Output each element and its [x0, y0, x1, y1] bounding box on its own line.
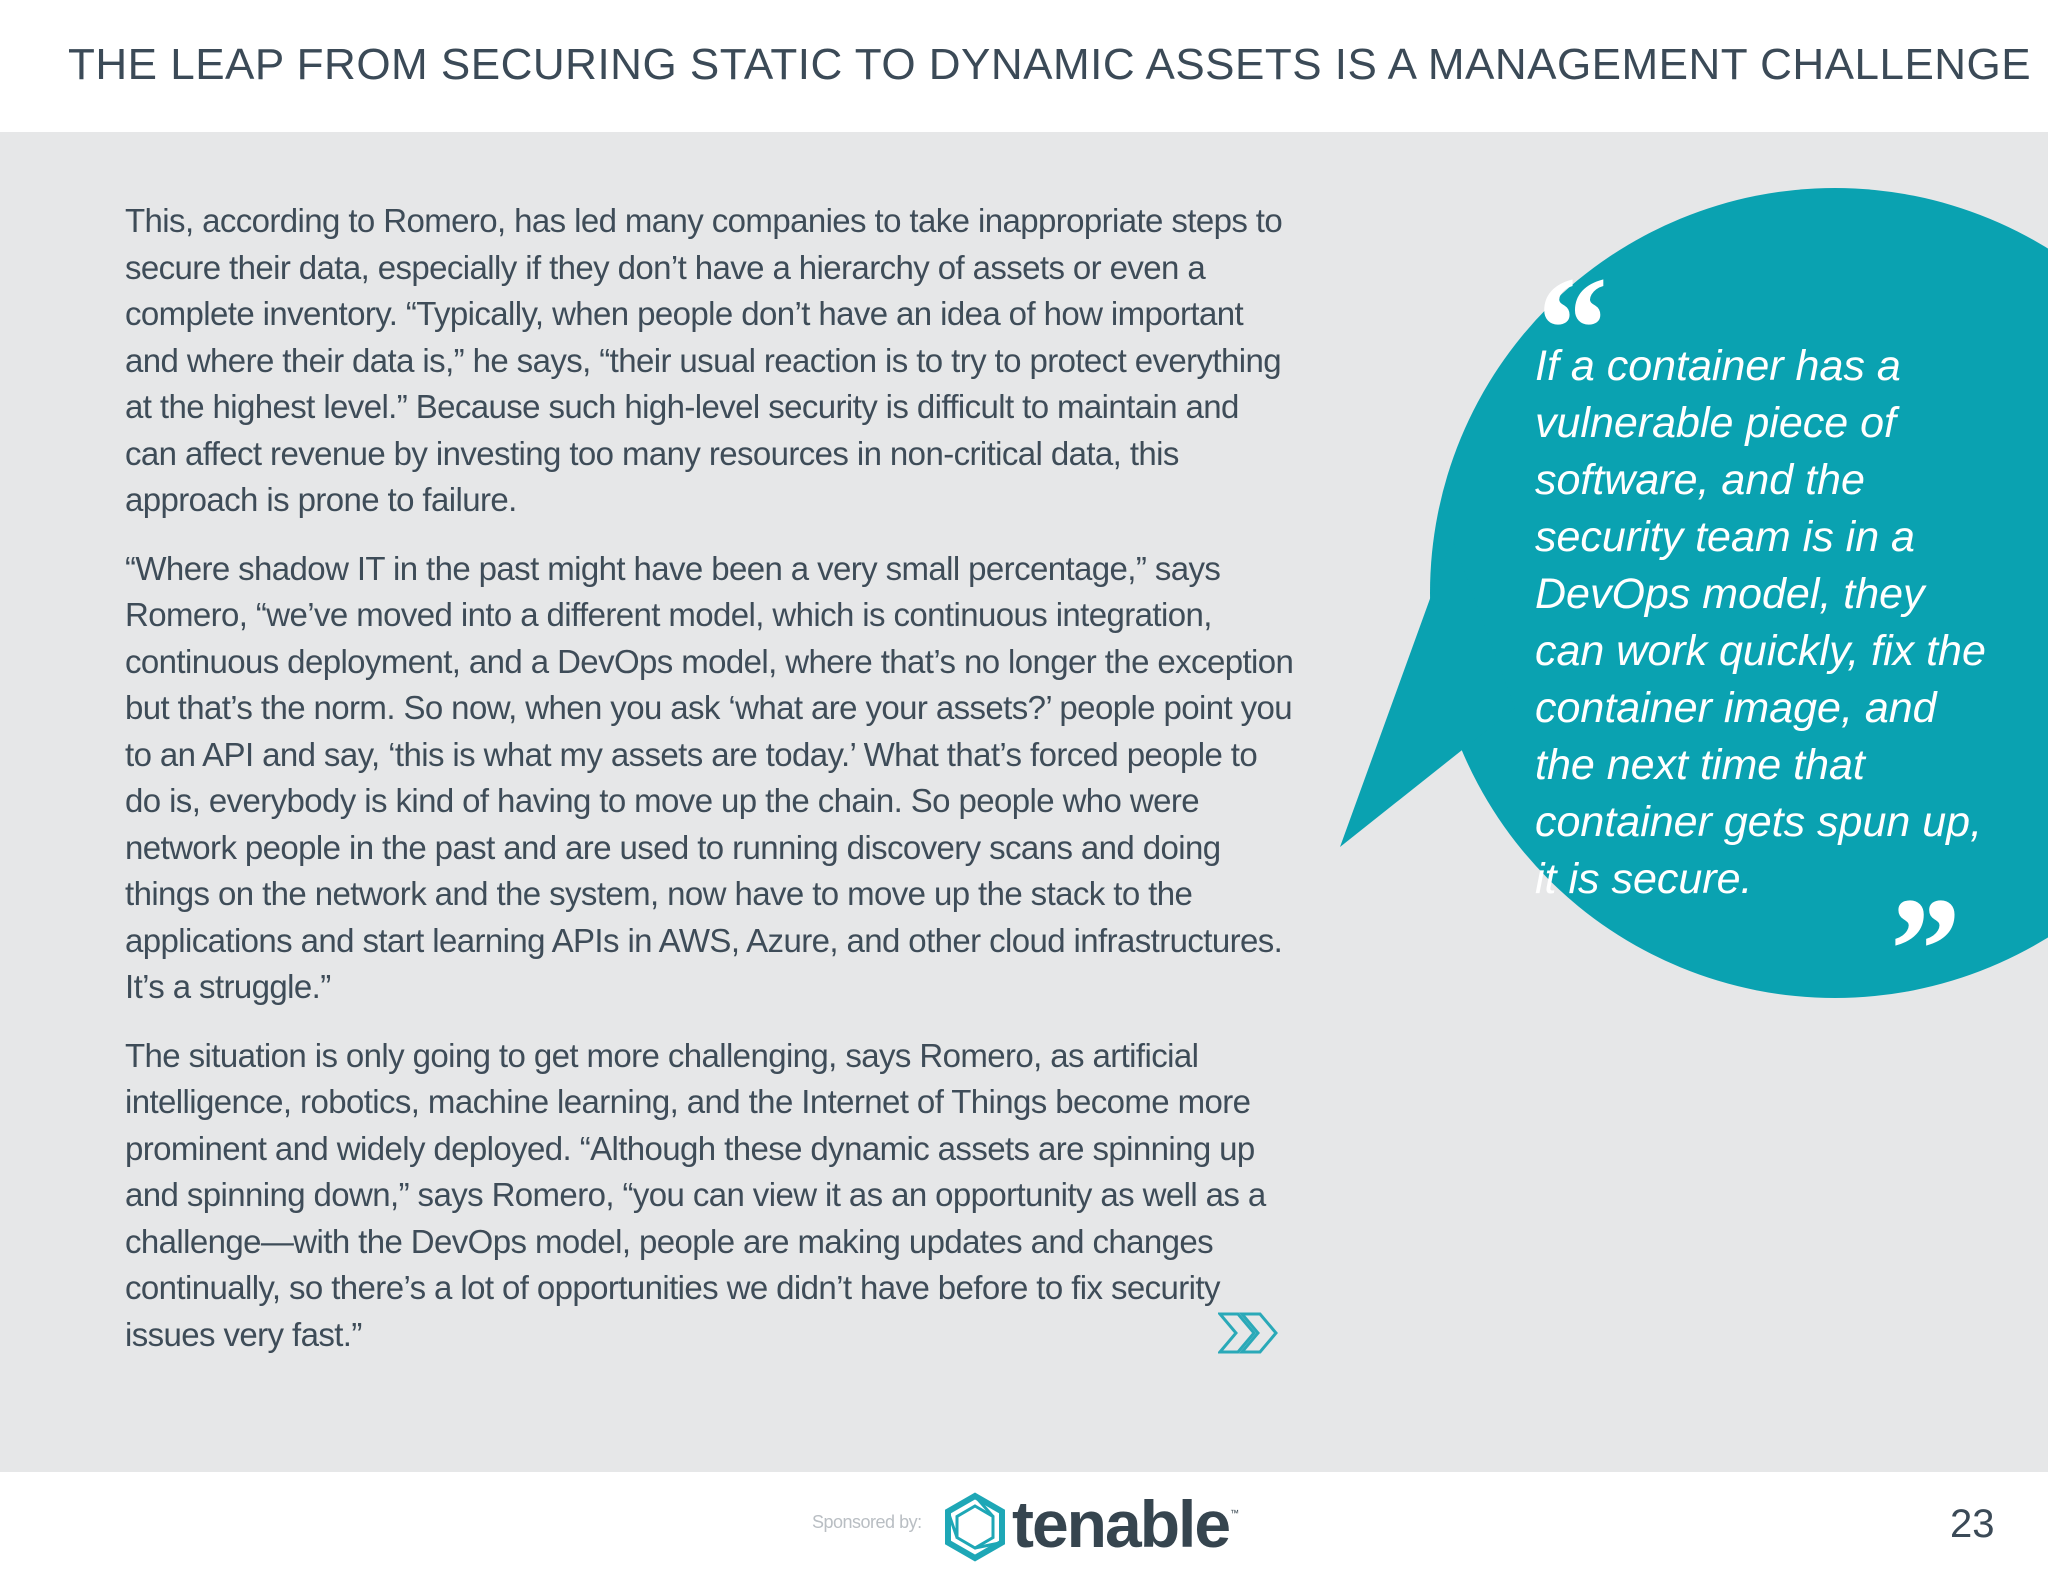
sponsored-label: Sponsored by:	[812, 1512, 922, 1532]
open-quote-mark: “	[1530, 246, 1605, 412]
page-number: 23	[1950, 1502, 1995, 1546]
close-quote-mark: ”	[1882, 867, 1957, 1033]
tenable-wordmark: tenable	[1012, 1487, 1230, 1561]
page-footer	[0, 1472, 2048, 1582]
double-chevron-right-icon	[1218, 1310, 1280, 1356]
article-paragraph-1: This, according to Romero, has led many companies to take inappropriate steps to secure their data, especially if they don’t have a hierarchy of assets or even a complete inventory. “Typically, when people don’t have an idea of how important and where their data is,” he says, “their usual reaction is to try to protect everything at the highest level.” Because such high-level security is difficult to maintain and can affect revenue by investing too many resources in non-critical data, this approach is prone to failure.	[125, 202, 1283, 518]
article-paragraph-2: “Where shadow IT in the past might have been a very small percentage,” says Romero, “we’ve moved into a different model, which is continuous integration, continuous deployment, and a DevOps model, where that’s no longer the exception but that’s the norm. So now, when you ask ‘what are your assets?’ people point you to an API and say, ‘this is what my assets are today.’ What that’s forced people to do is, everybody is kind of having to move up the chain. So people who were network people in the past and are used to running discovery scans and doing things on the network and the system, now have to move up the stack to the applications and start learning APIs in AWS, Azure, and other cloud infrastructures. It’s a struggle.”	[125, 549, 1294, 1005]
pull-quote-text: If a container has a vulnerable piece of software, and the security team is in a DevOps model, they can work quickly, fix the container image, and the next time that container gets spun up, it is secure.	[1535, 342, 1986, 903]
article-paragraph-3: The situation is only going to get more challenging, says Romero, as artificial intelligence, robotics, machine learning, and the Internet of Things become more prominent and widely deployed. “Although these dynamic assets are spinning up and spinning down,” says Romero, “you can view it as an opportunity as well as a challenge—with the DevOps model, people are making updates and changes continually, so there’s a lot of opportunities we didn’t have before to fix security issues very fast.”	[125, 1036, 1266, 1353]
tenable-hexagon-logo-icon	[940, 1492, 1010, 1562]
page-title: THE LEAP FROM SECURING STATIC TO DYNAMIC ASSETS IS A MANAGEMENT CHALLENGE	[68, 40, 2032, 89]
article-body	[125, 198, 1295, 1380]
page-header	[0, 0, 2048, 132]
trademark-symbol: ™	[1230, 1508, 1239, 1518]
